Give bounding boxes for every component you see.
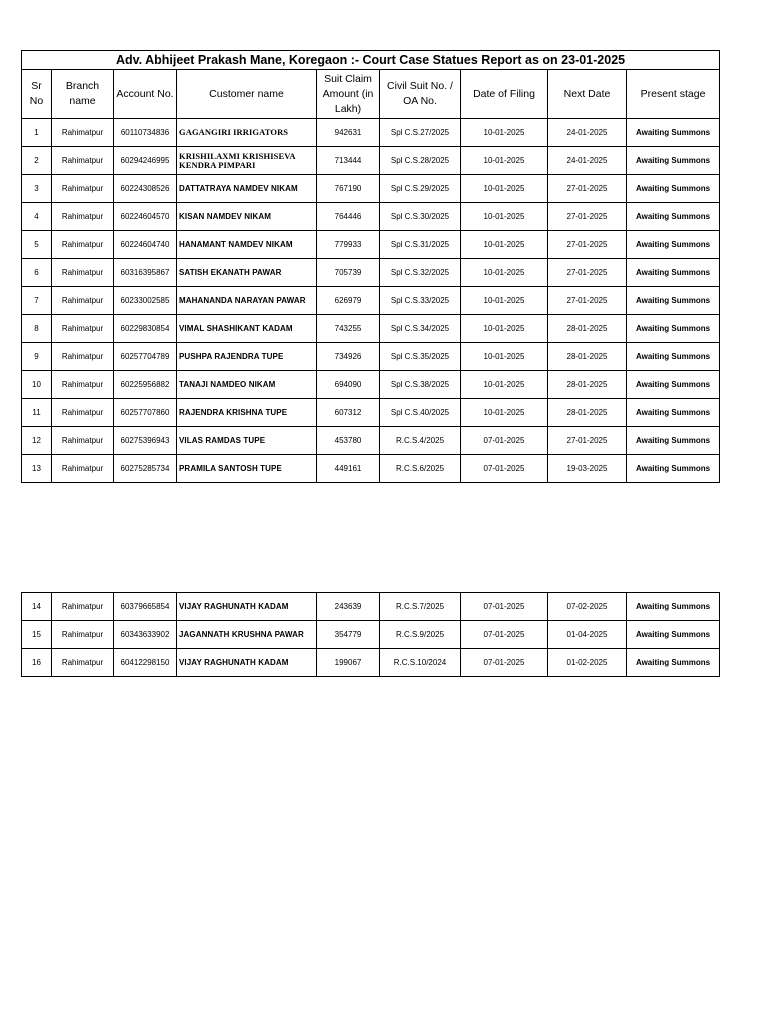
cell-suit-no: R.C.S.4/2025 (380, 427, 461, 455)
cell-suit-no: Spl C.S.33/2025 (380, 287, 461, 315)
cell-suit-no: R.C.S.7/2025 (380, 593, 461, 621)
cell-amount: 449161 (317, 455, 380, 483)
cell-next-date: 28-01-2025 (548, 315, 627, 343)
table-row (22, 455, 720, 483)
cell-stage: Awaiting Summons (627, 593, 720, 621)
table-row (22, 175, 720, 203)
cell-amount: 764446 (317, 203, 380, 231)
table-row (22, 649, 720, 677)
cell-sr: 7 (22, 287, 52, 315)
cell-amount: 694090 (317, 371, 380, 399)
cell-account: 60412298150 (114, 649, 177, 677)
cell-filing-date: 07-01-2025 (461, 621, 548, 649)
cell-stage: Awaiting Summons (627, 399, 720, 427)
cell-filing-date: 10-01-2025 (461, 343, 548, 371)
col-header-next: Next Date (548, 70, 627, 119)
report-title: Adv. Abhijeet Prakash Mane, Koregaon :- Court Case Statues Report as on 23-01-2025 (22, 51, 720, 70)
cell-customer: DATTATRAYA NAMDEV NIKAM (177, 175, 317, 203)
cell-next-date: 27-01-2025 (548, 259, 627, 287)
cell-filing-date: 07-01-2025 (461, 593, 548, 621)
cell-account: 60275285734 (114, 455, 177, 483)
cell-filing-date: 07-01-2025 (461, 649, 548, 677)
cell-customer: MAHANANDA NARAYAN PAWAR (177, 287, 317, 315)
cell-sr: 9 (22, 343, 52, 371)
cell-customer: GAGANGIRI IRRIGATORS (177, 119, 317, 147)
cell-customer: VIJAY RAGHUNATH KADAM (177, 593, 317, 621)
cell-customer: VILAS RAMDAS TUPE (177, 427, 317, 455)
cell-filing-date: 10-01-2025 (461, 287, 548, 315)
cell-stage: Awaiting Summons (627, 203, 720, 231)
table-row (22, 399, 720, 427)
cell-stage: Awaiting Summons (627, 343, 720, 371)
table-row (22, 593, 720, 621)
table-row (22, 315, 720, 343)
cell-filing-date: 10-01-2025 (461, 315, 548, 343)
cell-customer: JAGANNATH KRUSHNA PAWAR (177, 621, 317, 649)
cell-branch: Rahimatpur (52, 231, 114, 259)
cell-filing-date: 10-01-2025 (461, 371, 548, 399)
cell-customer: RAJENDRA KRISHNA TUPE (177, 399, 317, 427)
cell-filing-date: 10-01-2025 (461, 175, 548, 203)
cell-account: 60224604740 (114, 231, 177, 259)
cell-amount: 453780 (317, 427, 380, 455)
cell-branch: Rahimatpur (52, 593, 114, 621)
cell-filing-date: 07-01-2025 (461, 455, 548, 483)
cell-suit-no: Spl C.S.35/2025 (380, 343, 461, 371)
cell-stage: Awaiting Summons (627, 649, 720, 677)
col-header-customer: Customer name (177, 70, 317, 119)
cell-next-date: 28-01-2025 (548, 371, 627, 399)
cell-account: 60275396943 (114, 427, 177, 455)
col-header-amount: Suit Claim Amount (in Lakh) (317, 70, 380, 119)
cell-account: 60294246995 (114, 147, 177, 175)
cell-account: 60379665854 (114, 593, 177, 621)
cell-next-date: 19-03-2025 (548, 455, 627, 483)
cell-customer: VIMAL SHASHIKANT KADAM (177, 315, 317, 343)
cell-amount: 767190 (317, 175, 380, 203)
col-header-branch: Branch name (52, 70, 114, 119)
cell-filing-date: 10-01-2025 (461, 259, 548, 287)
cell-amount: 942631 (317, 119, 380, 147)
cell-next-date: 27-01-2025 (548, 287, 627, 315)
cell-sr: 6 (22, 259, 52, 287)
cell-stage: Awaiting Summons (627, 621, 720, 649)
cell-branch: Rahimatpur (52, 315, 114, 343)
cell-next-date: 24-01-2025 (548, 147, 627, 175)
cell-amount: 354779 (317, 621, 380, 649)
cell-sr: 4 (22, 203, 52, 231)
header-row (22, 70, 720, 119)
cell-next-date: 27-01-2025 (548, 203, 627, 231)
cell-branch: Rahimatpur (52, 287, 114, 315)
table-row (22, 231, 720, 259)
cell-branch: Rahimatpur (52, 343, 114, 371)
cell-stage: Awaiting Summons (627, 287, 720, 315)
cell-stage: Awaiting Summons (627, 427, 720, 455)
table-row (22, 427, 720, 455)
cell-suit-no: Spl C.S.27/2025 (380, 119, 461, 147)
cell-filing-date: 10-01-2025 (461, 203, 548, 231)
cell-next-date: 07-02-2025 (548, 593, 627, 621)
cell-branch: Rahimatpur (52, 427, 114, 455)
case-status-table-continued (21, 592, 720, 677)
cell-next-date: 01-02-2025 (548, 649, 627, 677)
cell-sr: 12 (22, 427, 52, 455)
cell-suit-no: Spl C.S.31/2025 (380, 231, 461, 259)
cell-stage: Awaiting Summons (627, 119, 720, 147)
cell-suit-no: R.C.S.9/2025 (380, 621, 461, 649)
cell-account: 60225956882 (114, 371, 177, 399)
cell-account: 60343633902 (114, 621, 177, 649)
cell-next-date: 28-01-2025 (548, 399, 627, 427)
cell-sr: 1 (22, 119, 52, 147)
cell-sr: 5 (22, 231, 52, 259)
table-row (22, 203, 720, 231)
cell-sr: 11 (22, 399, 52, 427)
cell-stage: Awaiting Summons (627, 175, 720, 203)
cell-customer: PRAMILA SANTOSH TUPE (177, 455, 317, 483)
cell-branch: Rahimatpur (52, 399, 114, 427)
table-row (22, 621, 720, 649)
cell-sr: 13 (22, 455, 52, 483)
cell-filing-date: 10-01-2025 (461, 231, 548, 259)
cell-account: 60257704789 (114, 343, 177, 371)
cell-suit-no: R.C.S.6/2025 (380, 455, 461, 483)
table-row (22, 343, 720, 371)
cell-customer: KRISHILAXMI KRISHISEVA KENDRA PIMPARI (177, 147, 317, 175)
col-header-account: Account No. (114, 70, 177, 119)
cell-stage: Awaiting Summons (627, 147, 720, 175)
cell-stage: Awaiting Summons (627, 259, 720, 287)
cell-next-date: 27-01-2025 (548, 231, 627, 259)
cell-branch: Rahimatpur (52, 119, 114, 147)
cell-account: 60233002585 (114, 287, 177, 315)
cell-suit-no: Spl C.S.40/2025 (380, 399, 461, 427)
case-status-table (21, 50, 720, 483)
cell-amount: 626979 (317, 287, 380, 315)
cell-account: 60224604570 (114, 203, 177, 231)
cell-suit-no: Spl C.S.34/2025 (380, 315, 461, 343)
table-row (22, 259, 720, 287)
col-header-suit: Civil Suit No. / OA No. (380, 70, 461, 119)
cell-sr: 10 (22, 371, 52, 399)
table-row (22, 287, 720, 315)
table-row (22, 147, 720, 175)
cell-account: 60316395867 (114, 259, 177, 287)
table-row (22, 119, 720, 147)
cell-sr: 2 (22, 147, 52, 175)
cell-suit-no: Spl C.S.28/2025 (380, 147, 461, 175)
cell-suit-no: Spl C.S.32/2025 (380, 259, 461, 287)
cell-amount: 607312 (317, 399, 380, 427)
cell-account: 60110734836 (114, 119, 177, 147)
cell-stage: Awaiting Summons (627, 455, 720, 483)
cell-account: 60224308526 (114, 175, 177, 203)
cell-branch: Rahimatpur (52, 203, 114, 231)
cell-suit-no: Spl C.S.30/2025 (380, 203, 461, 231)
col-header-filing: Date of Filing (461, 70, 548, 119)
cell-branch: Rahimatpur (52, 649, 114, 677)
cell-account: 60257707860 (114, 399, 177, 427)
cell-sr: 14 (22, 593, 52, 621)
cell-amount: 734926 (317, 343, 380, 371)
cell-customer: KISAN NAMDEV NIKAM (177, 203, 317, 231)
cell-amount: 199067 (317, 649, 380, 677)
cell-stage: Awaiting Summons (627, 371, 720, 399)
cell-amount: 743255 (317, 315, 380, 343)
cell-sr: 8 (22, 315, 52, 343)
cell-suit-no: Spl C.S.38/2025 (380, 371, 461, 399)
table-row (22, 371, 720, 399)
col-header-stage: Present stage (627, 70, 720, 119)
cell-next-date: 27-01-2025 (548, 427, 627, 455)
cell-sr: 15 (22, 621, 52, 649)
cell-sr: 3 (22, 175, 52, 203)
cell-amount: 705739 (317, 259, 380, 287)
cell-filing-date: 10-01-2025 (461, 399, 548, 427)
cell-amount: 243639 (317, 593, 380, 621)
cell-branch: Rahimatpur (52, 175, 114, 203)
cell-next-date: 27-01-2025 (548, 175, 627, 203)
cell-customer: TANAJI NAMDEO NIKAM (177, 371, 317, 399)
cell-sr: 16 (22, 649, 52, 677)
cell-filing-date: 10-01-2025 (461, 147, 548, 175)
cell-branch: Rahimatpur (52, 371, 114, 399)
cell-customer: PUSHPA RAJENDRA TUPE (177, 343, 317, 371)
cell-suit-no: R.C.S.10/2024 (380, 649, 461, 677)
cell-customer: HANAMANT NAMDEV NIKAM (177, 231, 317, 259)
cell-amount: 713444 (317, 147, 380, 175)
cell-amount: 779933 (317, 231, 380, 259)
cell-next-date: 01-04-2025 (548, 621, 627, 649)
cell-next-date: 28-01-2025 (548, 343, 627, 371)
cell-filing-date: 07-01-2025 (461, 427, 548, 455)
cell-branch: Rahimatpur (52, 147, 114, 175)
cell-suit-no: Spl C.S.29/2025 (380, 175, 461, 203)
cell-stage: Awaiting Summons (627, 231, 720, 259)
cell-branch: Rahimatpur (52, 259, 114, 287)
cell-customer: VIJAY RAGHUNATH KADAM (177, 649, 317, 677)
cell-branch: Rahimatpur (52, 621, 114, 649)
cell-account: 60229830854 (114, 315, 177, 343)
cell-customer: SATISH EKANATH PAWAR (177, 259, 317, 287)
cell-filing-date: 10-01-2025 (461, 119, 548, 147)
cell-stage: Awaiting Summons (627, 315, 720, 343)
cell-branch: Rahimatpur (52, 455, 114, 483)
cell-next-date: 24-01-2025 (548, 119, 627, 147)
col-header-sr: Sr No (22, 70, 52, 119)
